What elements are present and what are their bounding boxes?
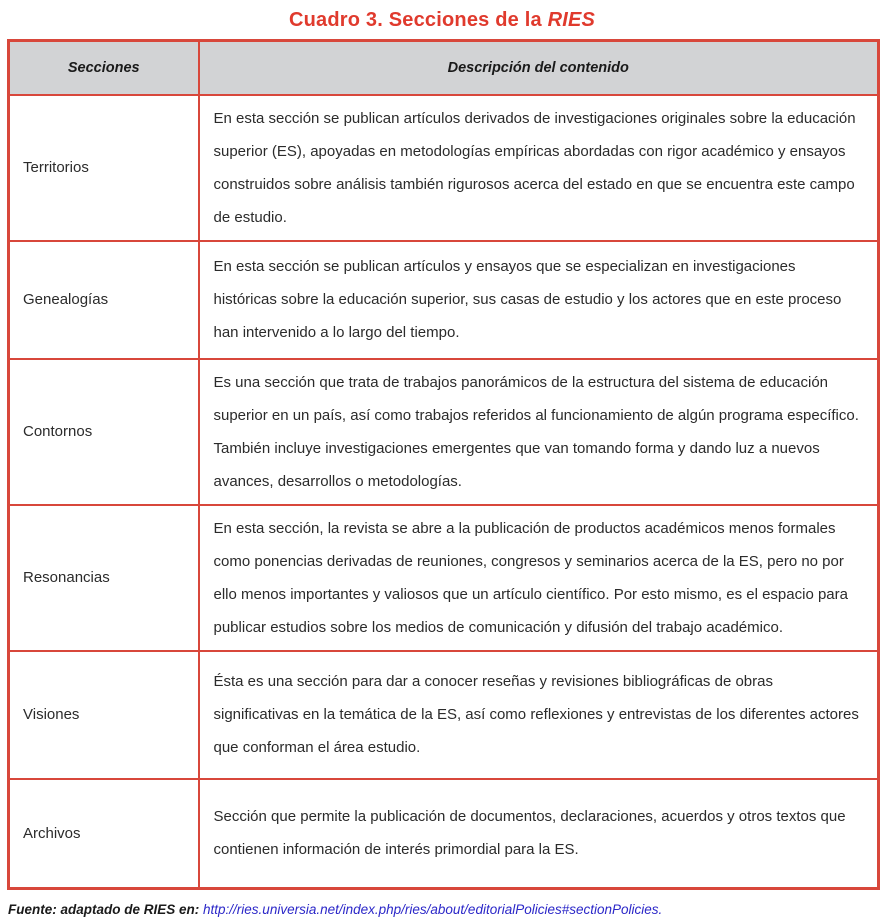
- section-description-cell: Sección que permite la publicación de documentos, declaraciones, acuerdos y otros textos que contienen información de interés primordial para la ES.: [199, 779, 879, 889]
- section-description-cell: Ésta es una sección para dar a conocer reseñas y revisiones bibliográficas de obras significativas en la temática de la ES, así como reflexiones y entrevistas de los diferentes actores que conforman el área estudio.: [199, 651, 879, 779]
- table-row-territorios: [9, 95, 879, 241]
- section-name-cell: Territorios: [9, 95, 199, 241]
- journal-name: RIES: [547, 9, 596, 31]
- column-header-secciones: Secciones: [9, 41, 199, 95]
- table-caption: [0, 0, 884, 39]
- column-header-descripcion: Descripción del contenido: [199, 41, 879, 95]
- table-header-row: [9, 41, 879, 95]
- sections-table: [7, 39, 880, 890]
- source-note: [8, 902, 884, 917]
- section-description-cell: Es una sección que trata de trabajos panorámicos de la estructura del sistema de educación superior en un país, así como trabajos referidos al funcionamiento de algún programa específico. También incluye investigaciones emergentes que van tomando forma y dando luz a nuevos avances, desarrollos o metodologías.: [199, 359, 879, 505]
- section-description-cell: En esta sección se publican artículos y ensayos que se especializan en investigaciones históricas sobre la educación superior, sus casas de estudio y los actores que en este proceso han intervenido a lo largo del tiempo.: [199, 241, 879, 359]
- table-row-resonancias: [9, 505, 879, 651]
- table-row-contornos: [9, 359, 879, 505]
- section-name-cell: Contornos: [9, 359, 199, 505]
- section-description-cell: En esta sección se publican artículos derivados de investigaciones originales sobre la educación superior (ES), apoyadas en metodologías empíricas abordadas con rigor académico y ensayos construidos sobre análisis también rigurosos acerca del estado en que se encuentra este campo de estudio.: [199, 95, 879, 241]
- source-label: Fuente: adaptado de RIES en:: [8, 902, 204, 917]
- source-link[interactable]: http://ries.universia.net/index.php/ries/about/editorialPolicies#sectionPolicies.: [203, 902, 663, 917]
- section-name-cell: Genealogías: [9, 241, 199, 359]
- table-caption-text: Cuadro 3. Secciones de la: [288, 9, 548, 31]
- table-row-archivos: [9, 779, 879, 889]
- section-name-cell: Archivos: [9, 779, 199, 889]
- table-row-visiones: [9, 651, 879, 779]
- section-name-cell: Resonancias: [9, 505, 199, 651]
- section-name-cell: Visiones: [9, 651, 199, 779]
- table-row-genealogias: [9, 241, 879, 359]
- section-description-cell: En esta sección, la revista se abre a la publicación de productos académicos menos formales como ponencias derivadas de reuniones, congresos y seminarios acerca de la ES, pero no por ello menos importantes y valiosos que un artículo científico. Por esto mismo, es el espacio para publicar estudios sobre los medios de comunicación y difusión del trabajo académico.: [199, 505, 879, 651]
